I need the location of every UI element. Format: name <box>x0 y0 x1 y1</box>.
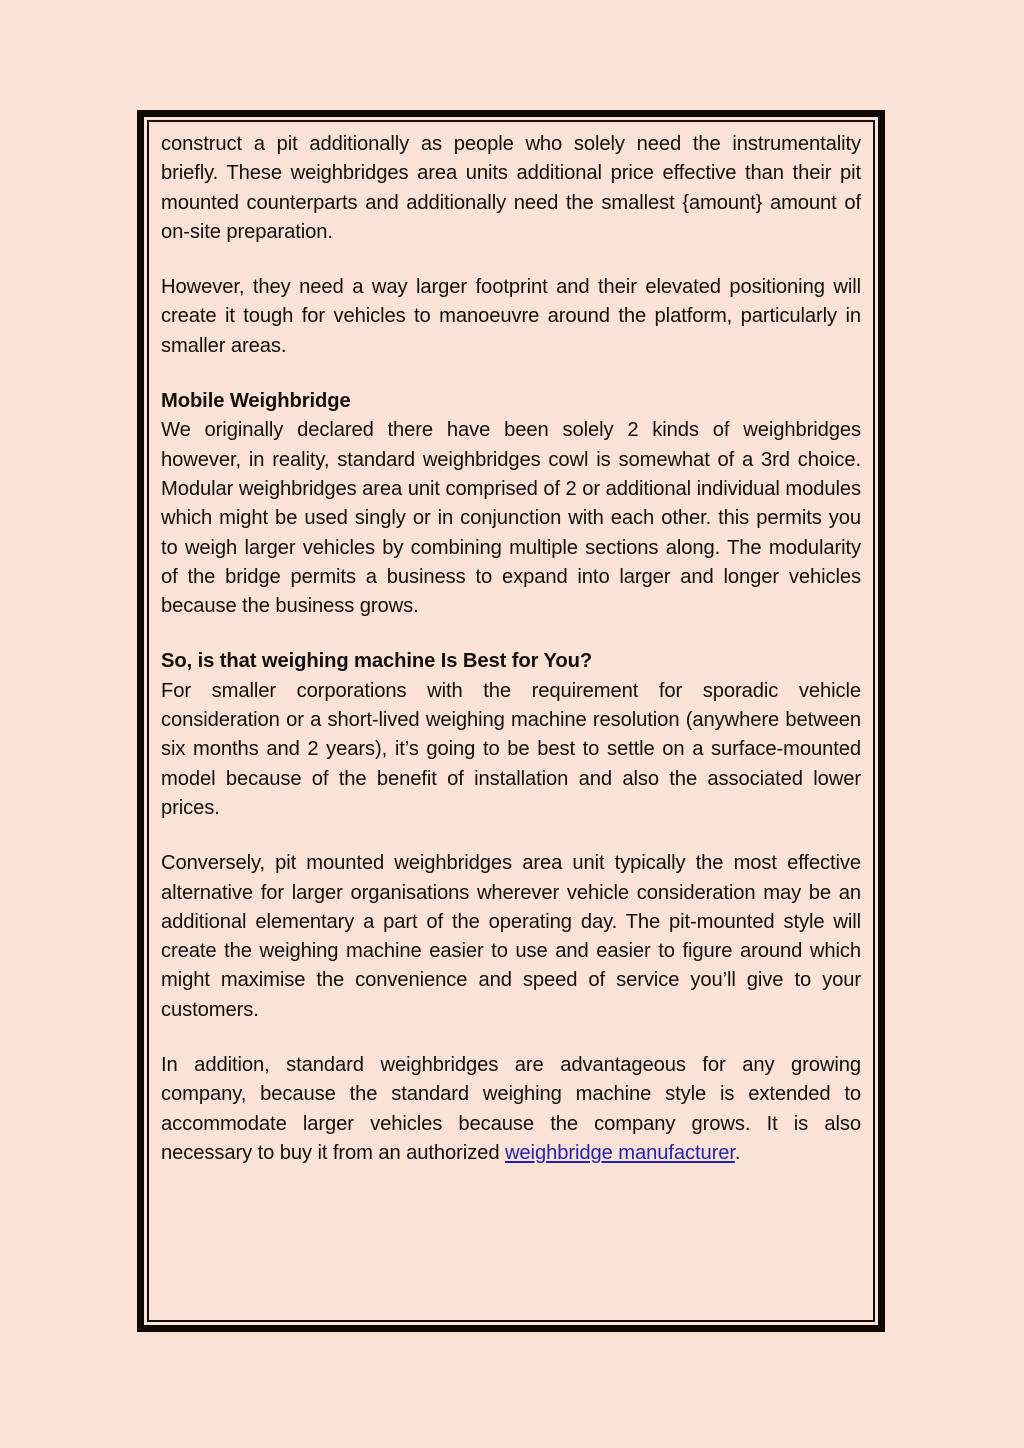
section-which-weighing-machine <box>161 647 861 823</box>
paragraph-text-after-link: . <box>734 1141 741 1164</box>
paragraph-in-addition-standard <box>161 1051 861 1168</box>
heading-which-weighing-machine-is-best: So, is that weighing machine Is Best for You? <box>161 650 593 673</box>
heading-mobile-weighbridge: Mobile Weighbridge <box>161 390 351 413</box>
weighbridge-manufacturer-link[interactable]: weighbridge manufacturer <box>504 1141 735 1164</box>
paragraph-construct-a-pit: construct a pit additionally as people who solely need the instrumentality briefly. These weighbridges area units additional price effective than their pit mounted counterparts and additionally need the smallest {amount} amount of on-site preparation. <box>161 133 861 243</box>
document-frame <box>137 110 885 1332</box>
document-text-body <box>161 130 861 1312</box>
paragraph-conversely-pit-mounted: Conversely, pit mounted weighbridges area unit typically the most effective alternative for larger organisations wherever vehicle consideration may be an additional elementary a part of the operating day. The pit-mounted style will create the weighing machine easier to use and easier to figure around which might maximise the convenience and speed of service you’ll give to your customers. <box>161 852 861 1021</box>
paragraph-however-footprint: However, they need a way larger footprint and their elevated positioning will create it tough for vehicles to manoeuvre around the platform, particularly in smaller areas. <box>161 276 861 357</box>
paragraph-smaller-corporations: For smaller corporations with the requirement for sporadic vehicle consideration or a short-lived weighing machine resolution (anywhere between six months and 2 years), it’s going to be best to settle on a surface-mounted model because of the benefit of installation and also the associated lower prices. <box>161 679 861 819</box>
section-mobile-weighbridge <box>161 387 861 621</box>
document-frame-inner-border <box>147 120 875 1322</box>
paragraph-text-before-link: In addition, standard weighbridges are advantageous for any growing company, because the standard weighing machine style is extended to accommodate larger vehicles because the company grows. It is also necessary to buy it from an authorized <box>161 1054 861 1164</box>
paragraph-modular-weighbridges: We originally declared there have been solely 2 kinds of weighbridges however, in reality, standard weighbridges cowl is somewhat of a 3rd choice. Modular weighbridges area unit comprised of 2 or additional individual modules which might be used singly or in conjunction with each other. this permits you to weigh larger vehicles by combining multiple sections along. The modularity of the bridge permits a business to expand into larger and longer vehicles because the business grows. <box>161 419 861 618</box>
